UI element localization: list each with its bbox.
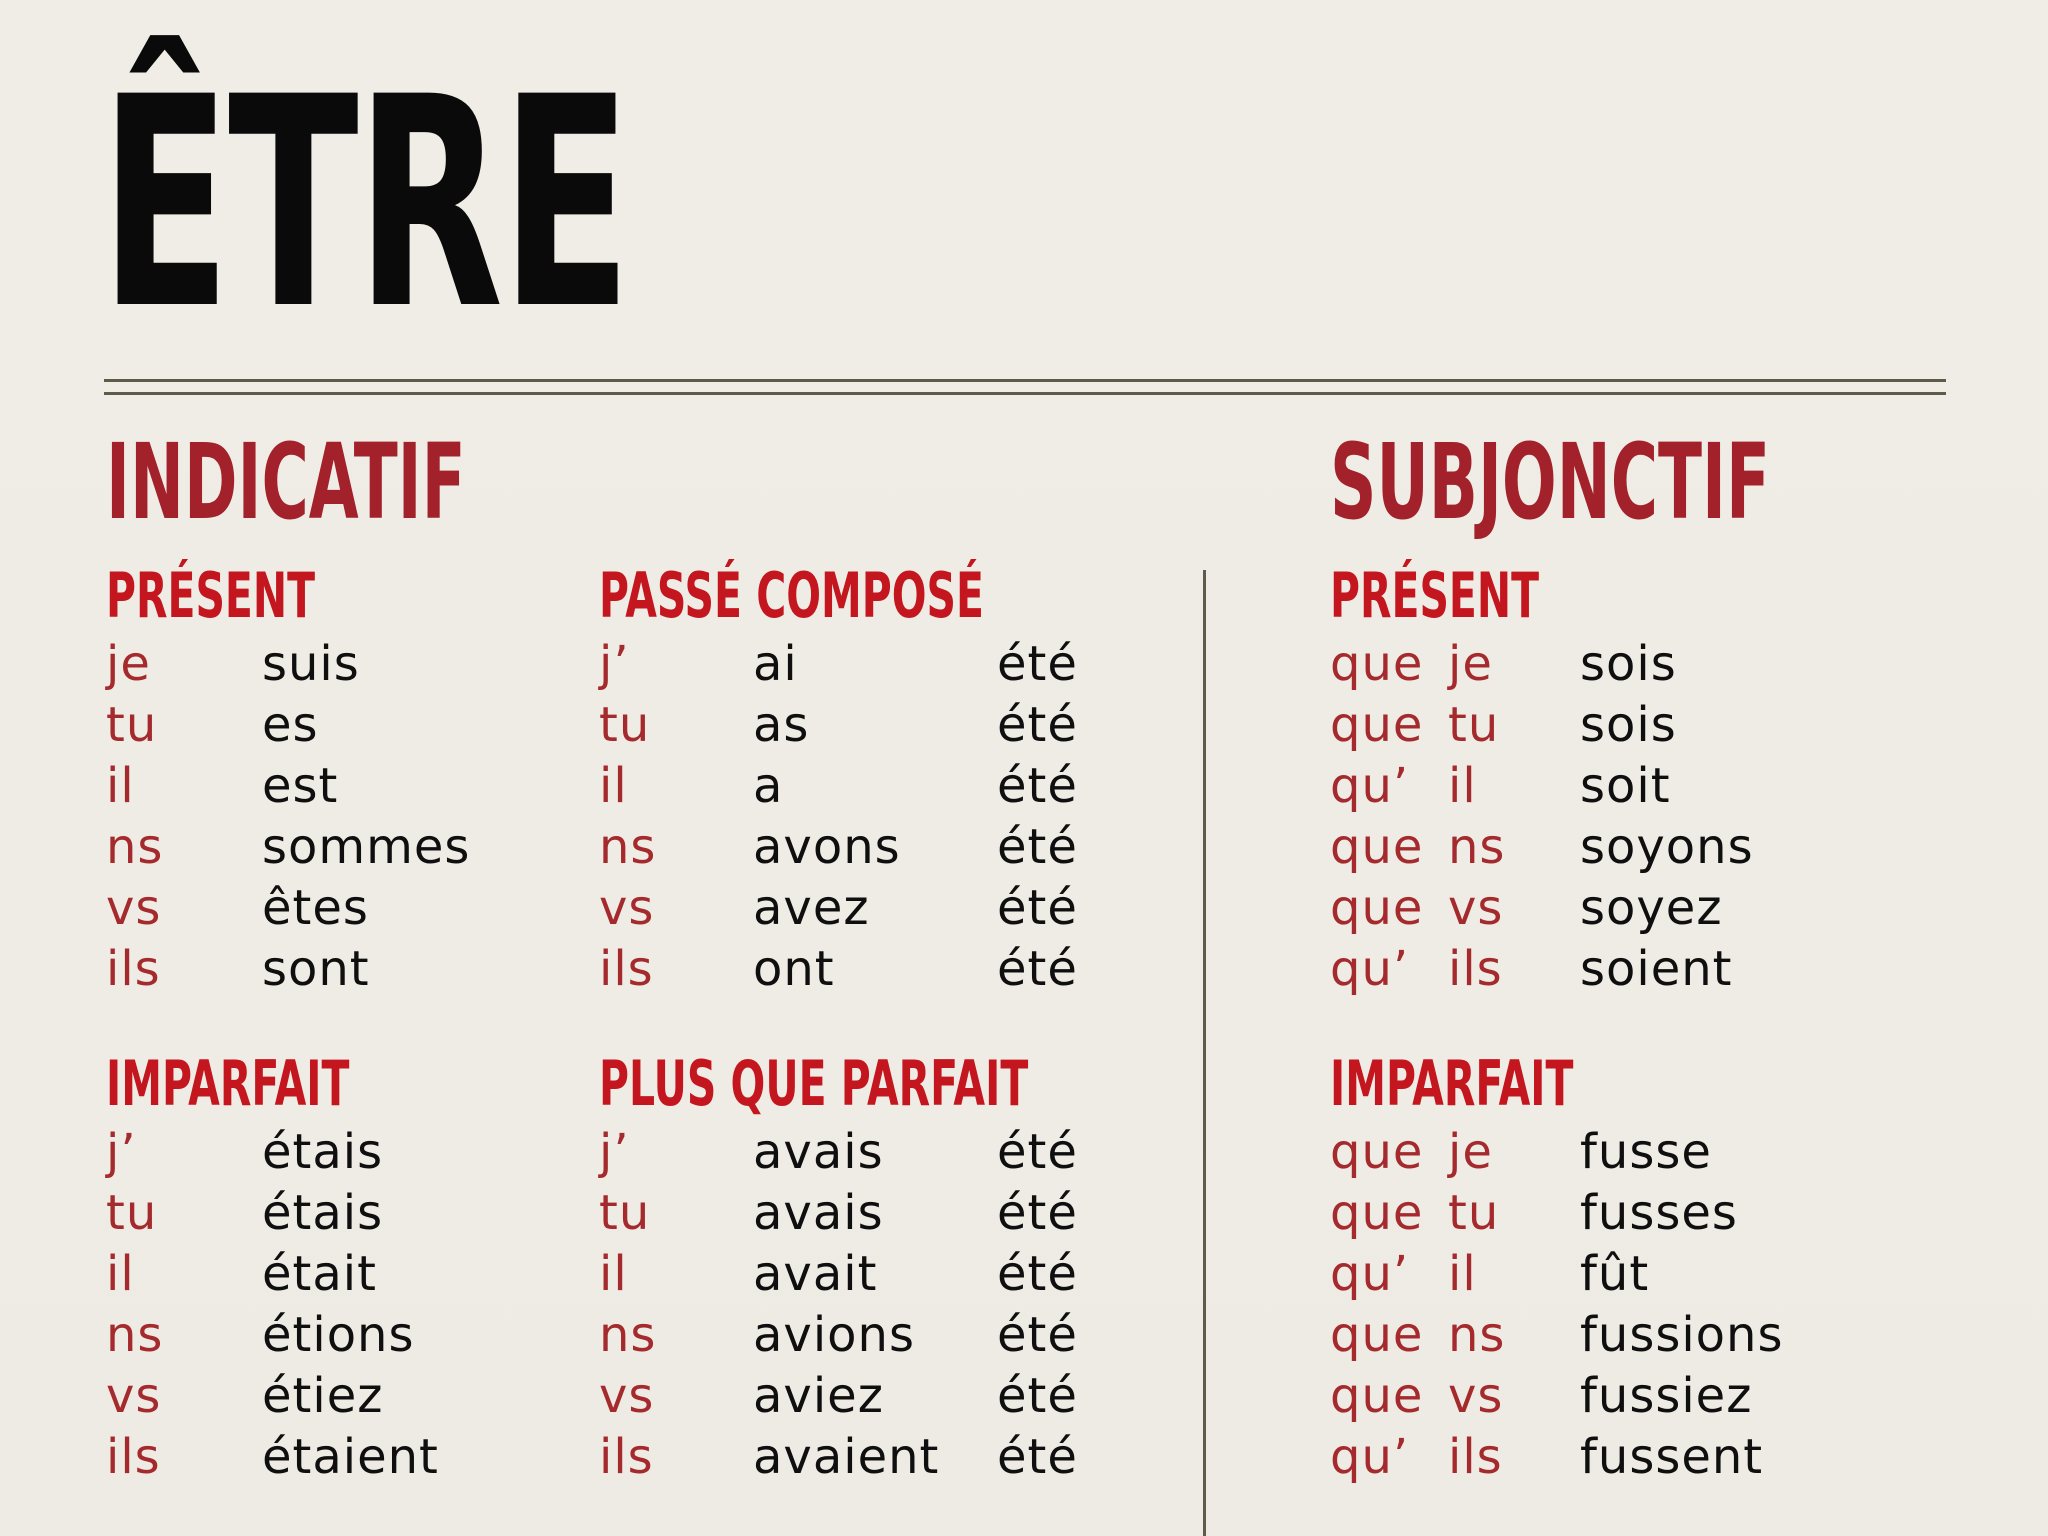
pronoun: ns	[106, 819, 164, 875]
que-particle: que	[1330, 636, 1424, 692]
tense-label-passe-compose: PASSÉ COMPOSÉ	[599, 559, 984, 632]
pronoun: tu	[106, 1185, 158, 1241]
auxiliary: a	[753, 758, 784, 814]
pronoun: tu	[106, 697, 158, 753]
pronoun: tu	[599, 697, 651, 753]
pronoun: je	[106, 636, 151, 692]
pronoun: vs	[1448, 1368, 1504, 1424]
que-particle: que	[1330, 697, 1424, 753]
past-participle: été	[997, 1246, 1078, 1302]
verb-form: est	[262, 758, 339, 814]
pronoun: vs	[599, 1368, 655, 1424]
pronoun: je	[1448, 1124, 1493, 1180]
verb-form: fût	[1580, 1246, 1650, 1302]
pronoun: ils	[599, 941, 654, 997]
title-divider-top	[104, 379, 1946, 382]
verb-form: étaient	[262, 1429, 439, 1485]
verb-form: êtes	[262, 880, 369, 936]
past-participle: été	[997, 1307, 1078, 1363]
pronoun: il	[1448, 1246, 1477, 1302]
subjonctif-heading: SUBJONCTIF	[1330, 421, 1771, 543]
que-particle: qu’	[1330, 1246, 1410, 1302]
tense-label-subjonctif-present: PRÉSENT	[1330, 559, 1540, 632]
verb-form: était	[262, 1246, 377, 1302]
pronoun: il	[599, 758, 628, 814]
verb-form: fussiez	[1580, 1368, 1753, 1424]
pronoun: j’	[599, 1124, 630, 1180]
auxiliary: ai	[753, 636, 798, 692]
past-participle: été	[997, 1185, 1078, 1241]
pronoun: vs	[106, 880, 162, 936]
auxiliary: avais	[753, 1124, 884, 1180]
que-particle: que	[1330, 880, 1424, 936]
pronoun: j’	[599, 636, 630, 692]
verb-form: sommes	[262, 819, 471, 875]
auxiliary: avions	[753, 1307, 915, 1363]
verb-form: sois	[1580, 636, 1677, 692]
que-particle: que	[1330, 819, 1424, 875]
pronoun: ils	[599, 1429, 654, 1485]
auxiliary: avons	[753, 819, 901, 875]
tense-label-indicatif-present: PRÉSENT	[106, 559, 316, 632]
auxiliary: avez	[753, 880, 870, 936]
pronoun: ils	[106, 1429, 161, 1485]
auxiliary: aviez	[753, 1368, 884, 1424]
pronoun: vs	[599, 880, 655, 936]
pronoun: ns	[599, 819, 657, 875]
auxiliary: avais	[753, 1185, 884, 1241]
pronoun: il	[1448, 758, 1477, 814]
auxiliary: as	[753, 697, 810, 753]
pronoun: ns	[1448, 1307, 1506, 1363]
pronoun: il	[599, 1246, 628, 1302]
pronoun: vs	[106, 1368, 162, 1424]
pronoun: ils	[1448, 1429, 1503, 1485]
verb-form: soyons	[1580, 819, 1754, 875]
pronoun: ns	[599, 1307, 657, 1363]
past-participle: été	[997, 636, 1078, 692]
verb-form: es	[262, 697, 319, 753]
verb-form: suis	[262, 636, 360, 692]
tense-label-plus-que-parfait: PLUS QUE PARFAIT	[599, 1047, 1029, 1120]
pronoun: ils	[1448, 941, 1503, 997]
verb-form: soit	[1580, 758, 1671, 814]
column-divider	[1203, 570, 1206, 1536]
past-participle: été	[997, 941, 1078, 997]
auxiliary: avait	[753, 1246, 878, 1302]
pronoun: tu	[1448, 1185, 1500, 1241]
pronoun: ns	[1448, 819, 1506, 875]
past-participle: été	[997, 697, 1078, 753]
past-participle: été	[997, 880, 1078, 936]
verb-form: fusse	[1580, 1124, 1712, 1180]
verb-form: soyez	[1580, 880, 1723, 936]
pronoun: il	[106, 1246, 135, 1302]
past-participle: été	[997, 758, 1078, 814]
past-participle: été	[997, 1429, 1078, 1485]
verb-form: fusses	[1580, 1185, 1738, 1241]
page-title: ÊTRE	[100, 36, 629, 373]
tense-label-subjonctif-imparfait: IMPARFAIT	[1330, 1047, 1574, 1120]
pronoun: j’	[106, 1124, 137, 1180]
pronoun: ns	[106, 1307, 164, 1363]
verb-form: étais	[262, 1124, 384, 1180]
verb-form: sois	[1580, 697, 1677, 753]
verb-form: étais	[262, 1185, 384, 1241]
auxiliary: avaient	[753, 1429, 940, 1485]
auxiliary: ont	[753, 941, 835, 997]
pronoun: je	[1448, 636, 1493, 692]
que-particle: que	[1330, 1124, 1424, 1180]
que-particle: que	[1330, 1185, 1424, 1241]
past-participle: été	[997, 819, 1078, 875]
verb-form: soient	[1580, 941, 1733, 997]
verb-form: fussent	[1580, 1429, 1764, 1485]
que-particle: que	[1330, 1307, 1424, 1363]
pronoun: vs	[1448, 880, 1504, 936]
verb-form: sont	[262, 941, 370, 997]
past-participle: été	[997, 1124, 1078, 1180]
pronoun: ils	[106, 941, 161, 997]
tense-label-indicatif-imparfait: IMPARFAIT	[106, 1047, 350, 1120]
indicatif-heading: INDICATIF	[106, 421, 466, 543]
pronoun: tu	[599, 1185, 651, 1241]
que-particle: qu’	[1330, 941, 1410, 997]
que-particle: que	[1330, 1368, 1424, 1424]
pronoun: tu	[1448, 697, 1500, 753]
pronoun: il	[106, 758, 135, 814]
verb-form: fussions	[1580, 1307, 1784, 1363]
verb-form: étions	[262, 1307, 415, 1363]
title-divider-bottom	[104, 392, 1946, 395]
que-particle: qu’	[1330, 1429, 1410, 1485]
past-participle: été	[997, 1368, 1078, 1424]
verb-form: étiez	[262, 1368, 384, 1424]
que-particle: qu’	[1330, 758, 1410, 814]
